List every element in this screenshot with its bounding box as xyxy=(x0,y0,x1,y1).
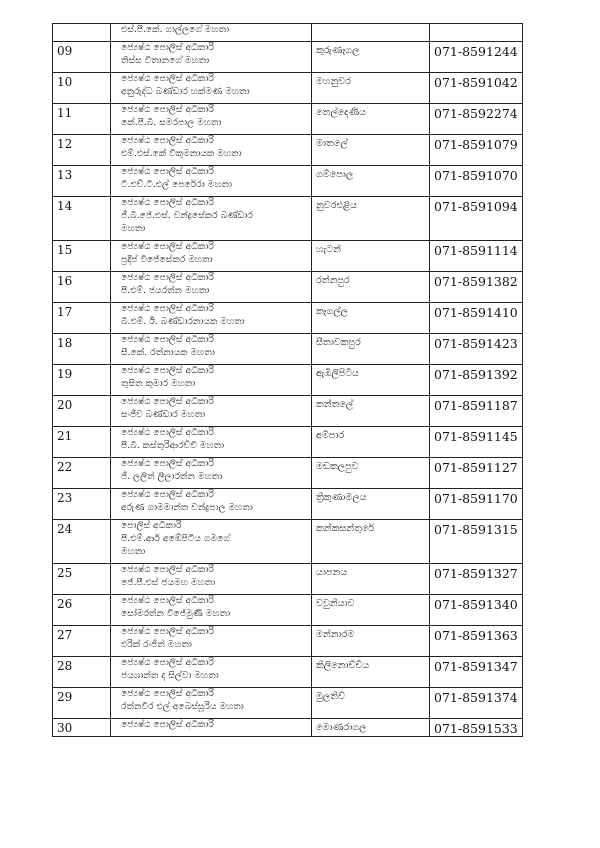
table-row xyxy=(53,241,523,272)
division-cell: කන්තලේ xyxy=(312,396,430,427)
officer-name-line: ජ්‍යෙෂ්ඨ පොලිස් අධිකාරි xyxy=(121,135,214,146)
officer-name-line: අරුණ ගාමමාන්ත චන්ද්‍රපාල මහතා xyxy=(121,501,253,513)
table-row xyxy=(53,489,523,520)
row-number-cell: 19 xyxy=(53,365,111,396)
officer-name-line: පී.එම්.ආර් අඹේපිටිය ගමගේ xyxy=(121,532,230,544)
officer-name-cell xyxy=(111,197,312,241)
table-row xyxy=(53,458,523,489)
row-number-cell: 27 xyxy=(53,626,111,657)
officer-name-cell xyxy=(111,595,312,626)
phone-number-cell: 071-8591392 xyxy=(430,365,523,396)
table-row xyxy=(53,427,523,458)
row-number-cell xyxy=(53,24,111,42)
table-row xyxy=(53,104,523,135)
row-number-cell: 13 xyxy=(53,166,111,197)
table-row xyxy=(53,595,523,626)
table-row xyxy=(53,719,523,737)
row-number-cell: 12 xyxy=(53,135,111,166)
officer-name-line: පී.බී. කස්තුරිආරච්චි මහතා xyxy=(121,439,225,451)
officer-name-line: ජ්‍යෙෂ්ඨ පොලිස් අධිකාරි xyxy=(121,595,214,606)
division-cell: මන්නාරම xyxy=(312,626,430,657)
table-row xyxy=(53,688,523,719)
officer-name-line: එම්.එස්.කේ විකුමනායක මහතා xyxy=(121,147,242,159)
division-cell: ඇඹිලිපිටිය xyxy=(312,365,430,396)
officer-name-cell xyxy=(111,489,312,520)
officer-name-line: ජ්‍යෙෂ්ඨ පොලිස් අධිකාරි xyxy=(121,626,214,637)
officer-name-line: ජ්‍යෙෂ්ඨ පොලිස් අධිකාරි xyxy=(121,396,214,407)
officer-name-line: සංජීව බණ්ඩාර මහතා xyxy=(121,408,206,420)
row-number-cell: 30 xyxy=(53,719,111,737)
division-cell: මොණරාගල xyxy=(312,719,430,737)
row-number-cell: 11 xyxy=(53,104,111,135)
division-cell: මඩකලපුව xyxy=(312,458,430,489)
officer-name-line: ජ්‍යෙෂ්ඨ පොලිස් අධිකාරි xyxy=(121,241,214,252)
officer-name-cell xyxy=(111,135,312,166)
division-cell: මහනුවර xyxy=(312,73,430,104)
phone-number-cell: 071-8591347 xyxy=(430,657,523,688)
table-row xyxy=(53,42,523,73)
officer-name-cell xyxy=(111,272,312,303)
division-cell: යාපනය xyxy=(312,564,430,595)
row-number-cell: 22 xyxy=(53,458,111,489)
officer-name-line: ජ්‍යෙෂ්ඨ පොලිස් අධිකාරි xyxy=(121,564,214,575)
division-cell: කෑගල්ල xyxy=(312,303,430,334)
table-row xyxy=(53,334,523,365)
officer-name-line: කේ.පී.බී. සමරපාල මහතා xyxy=(121,116,222,128)
officer-name-cell xyxy=(111,564,312,595)
row-number-cell: 28 xyxy=(53,657,111,688)
row-number-cell: 24 xyxy=(53,520,111,564)
phone-number-cell: 071-8591094 xyxy=(430,197,523,241)
division-cell: කුරුණෑගල xyxy=(312,42,430,73)
phone-number-cell: 071-8591170 xyxy=(430,489,523,520)
phone-number-cell: 071-8591423 xyxy=(430,334,523,365)
officer-name-cell xyxy=(111,334,312,365)
officer-name-line: බී.එම්. ඊ. බණ්ඩාරනායක මහතා xyxy=(121,315,245,327)
officer-name-cell xyxy=(111,458,312,489)
officer-name-line: එරික් රංජිත් මහතා xyxy=(121,638,192,650)
phone-number-cell: 071-8591070 xyxy=(430,166,523,197)
phone-number-cell: 071-8591315 xyxy=(430,520,523,564)
officer-name-line: ජ්‍යෙෂ්ඨ පොලිස් අධිකාරි xyxy=(121,303,214,314)
officer-name-cell xyxy=(111,657,312,688)
row-number-cell: 25 xyxy=(53,564,111,595)
table-row xyxy=(53,564,523,595)
officer-contact-table xyxy=(52,23,523,737)
row-number-cell: 17 xyxy=(53,303,111,334)
division-cell: ගම්පොල xyxy=(312,166,430,197)
table-row xyxy=(53,135,523,166)
division-cell xyxy=(312,24,430,42)
phone-number-cell: 071-8591079 xyxy=(430,135,523,166)
table-row xyxy=(53,520,523,564)
row-number-cell: 10 xyxy=(53,73,111,104)
phone-number-cell: 071-8591374 xyxy=(430,688,523,719)
officer-name-line: තිස්ස විතානගේ මහතා xyxy=(121,54,210,66)
officer-name-line: මහතා xyxy=(121,545,146,557)
division-cell: තෙල්දෙණිය xyxy=(312,104,430,135)
officer-name-cell xyxy=(111,396,312,427)
officer-name-line: ජ්‍යෙෂ්ඨ පොලිස් අධිකාරි xyxy=(121,104,214,115)
officer-name-line: ජයශාන්ත ද සිල්වා මහතා xyxy=(121,669,219,681)
officer-name-line: ටී.එච්.ටී.එල් පෙරේරා මහතා xyxy=(121,178,233,190)
division-cell: කන්කසන්තුරේ xyxy=(312,520,430,564)
officer-name-line: ජ්‍යෙෂ්ඨ පොලිස් අධිකාරි xyxy=(121,73,214,84)
officer-name-cell xyxy=(111,626,312,657)
officer-name-line: ජී. ලලිත් ලීලාරත්න මහතා xyxy=(121,470,223,482)
division-cell: වවුනියාව xyxy=(312,595,430,626)
officer-name-cell xyxy=(111,365,312,396)
officer-name-cell xyxy=(111,427,312,458)
officer-name-line: ජ්‍යෙෂ්ඨ පොලිස් අධිකාරි xyxy=(121,657,214,668)
officer-name-line: ජ්‍යෙෂ්ඨ පොලිස් අධිකාරි xyxy=(121,688,214,699)
officer-name-line: තුසිත කුමාර මහතා xyxy=(121,377,196,389)
officer-name-cell xyxy=(111,166,312,197)
officer-name-line: මහතා xyxy=(121,222,146,234)
phone-number-cell: 071-8591127 xyxy=(430,458,523,489)
table-row xyxy=(53,197,523,241)
officer-name-line: ජ්‍යෙෂ්ඨ පොලිස් අධිකාරි xyxy=(121,334,214,345)
table-row xyxy=(53,73,523,104)
phone-number-cell xyxy=(430,24,523,42)
officer-name-line: ජී.බී.ජේ.එස්. චන්ද්‍රසේකර බණ්ඩාර xyxy=(121,209,253,221)
officer-name-cell xyxy=(111,688,312,719)
officer-name-line: ජ්‍යෙෂ්ඨ පොලිස් අධිකාරි xyxy=(121,365,214,376)
officer-name-line: ජ්‍යෙෂ්ඨ පොලිස් අධිකාරි xyxy=(121,458,214,469)
officer-name-line: ප්‍රදීප් විජේසේකර මහතා xyxy=(121,253,213,265)
table-row xyxy=(53,166,523,197)
phone-number-cell: 071-8591533 xyxy=(430,719,523,737)
phone-number-cell: 071-8592274 xyxy=(430,104,523,135)
division-cell: සීතාවකපුර xyxy=(312,334,430,365)
officer-name-line: ජ්‍යෙෂ්ඨ පොලිස් අධිකාරි xyxy=(121,427,214,438)
row-number-cell: 20 xyxy=(53,396,111,427)
row-number-cell: 18 xyxy=(53,334,111,365)
row-number-cell: 29 xyxy=(53,688,111,719)
officer-name-line: ජ්‍යෙෂ්ඨ පොලිස් අධිකාරි xyxy=(121,166,214,177)
row-number-cell: 14 xyxy=(53,197,111,241)
officer-table-body xyxy=(53,24,523,737)
officer-name-line: ජ්‍යෙෂ්ඨ පොලිස් අධිකාරි xyxy=(121,719,214,730)
officer-name-line: ජ්‍යෙෂ්ඨ පොලිස් අධිකාරි xyxy=(121,489,214,500)
officer-name-line: සෝමරත්න විජේමුණි මහතා xyxy=(121,607,231,619)
division-cell: මාතලේ xyxy=(312,135,430,166)
phone-number-cell: 071-8591363 xyxy=(430,626,523,657)
officer-name-cell xyxy=(111,520,312,564)
officer-name-cell xyxy=(111,303,312,334)
row-number-cell: 16 xyxy=(53,272,111,303)
phone-number-cell: 071-8591340 xyxy=(430,595,523,626)
row-number-cell: 26 xyxy=(53,595,111,626)
officer-name-cell xyxy=(111,42,312,73)
officer-name-cell xyxy=(111,719,312,737)
phone-number-cell: 071-8591244 xyxy=(430,42,523,73)
table-row xyxy=(53,657,523,688)
officer-name-line: පී.එම්. ජයරත්න මහතා xyxy=(121,284,210,296)
officer-name-cell xyxy=(111,241,312,272)
phone-number-cell: 071-8591187 xyxy=(430,396,523,427)
phone-number-cell: 071-8591145 xyxy=(430,427,523,458)
officer-name-line: සී.කේ. රත්නායක මහතා xyxy=(121,346,215,358)
row-number-cell: 21 xyxy=(53,427,111,458)
officer-name-line: ජ්‍යෙෂ්ඨ පොලිස් අධිකාරි xyxy=(121,197,214,208)
officer-name-line: පොලිස් අධිකාරි xyxy=(121,520,182,531)
table-row xyxy=(53,365,523,396)
division-cell: නුවරඑළිය xyxy=(312,197,430,241)
phone-number-cell: 071-8591114 xyxy=(430,241,523,272)
table-row xyxy=(53,396,523,427)
row-number-cell: 23 xyxy=(53,489,111,520)
row-number-cell: 15 xyxy=(53,241,111,272)
officer-name-line: රත්නවීර එල් අබෙස්සූරිය මහතා xyxy=(121,700,244,712)
division-cell: මුලතිව් xyxy=(312,688,430,719)
officer-name-cell xyxy=(111,104,312,135)
division-cell: කිලිනොච්චිය xyxy=(312,657,430,688)
phone-number-cell: 071-8591327 xyxy=(430,564,523,595)
officer-name-line: ජ්‍යෙෂ්ඨ පොලිස් අධිකාරි xyxy=(121,272,214,283)
division-cell: ත්‍රිකුණාමලය xyxy=(312,489,430,520)
table-row xyxy=(53,303,523,334)
table-row xyxy=(53,24,523,42)
officer-name-line: ජ්‍යෙෂ්ඨ පොලිස් අධිකාරි xyxy=(121,42,214,53)
phone-number-cell: 071-8591042 xyxy=(430,73,523,104)
table-row xyxy=(53,272,523,303)
phone-number-cell: 071-8591410 xyxy=(430,303,523,334)
phone-number-cell: 071-8591382 xyxy=(430,272,523,303)
row-number-cell: 09 xyxy=(53,42,111,73)
officer-name-line: ජේ.පී.එස් ජයමහ මහතා xyxy=(121,576,216,588)
division-cell: අම්පාර xyxy=(312,427,430,458)
officer-name-line: අනුරුද්ධ බණ්ඩාර හක්මණ මහතා xyxy=(121,85,250,97)
officer-name-cell xyxy=(111,24,312,42)
officer-name-line: එස්.පී.කේ. ගාල්ලගේ මහතා xyxy=(121,24,230,35)
division-cell: හැටන් xyxy=(312,241,430,272)
division-cell: රත්නපුර xyxy=(312,272,430,303)
officer-name-cell xyxy=(111,73,312,104)
table-row xyxy=(53,626,523,657)
